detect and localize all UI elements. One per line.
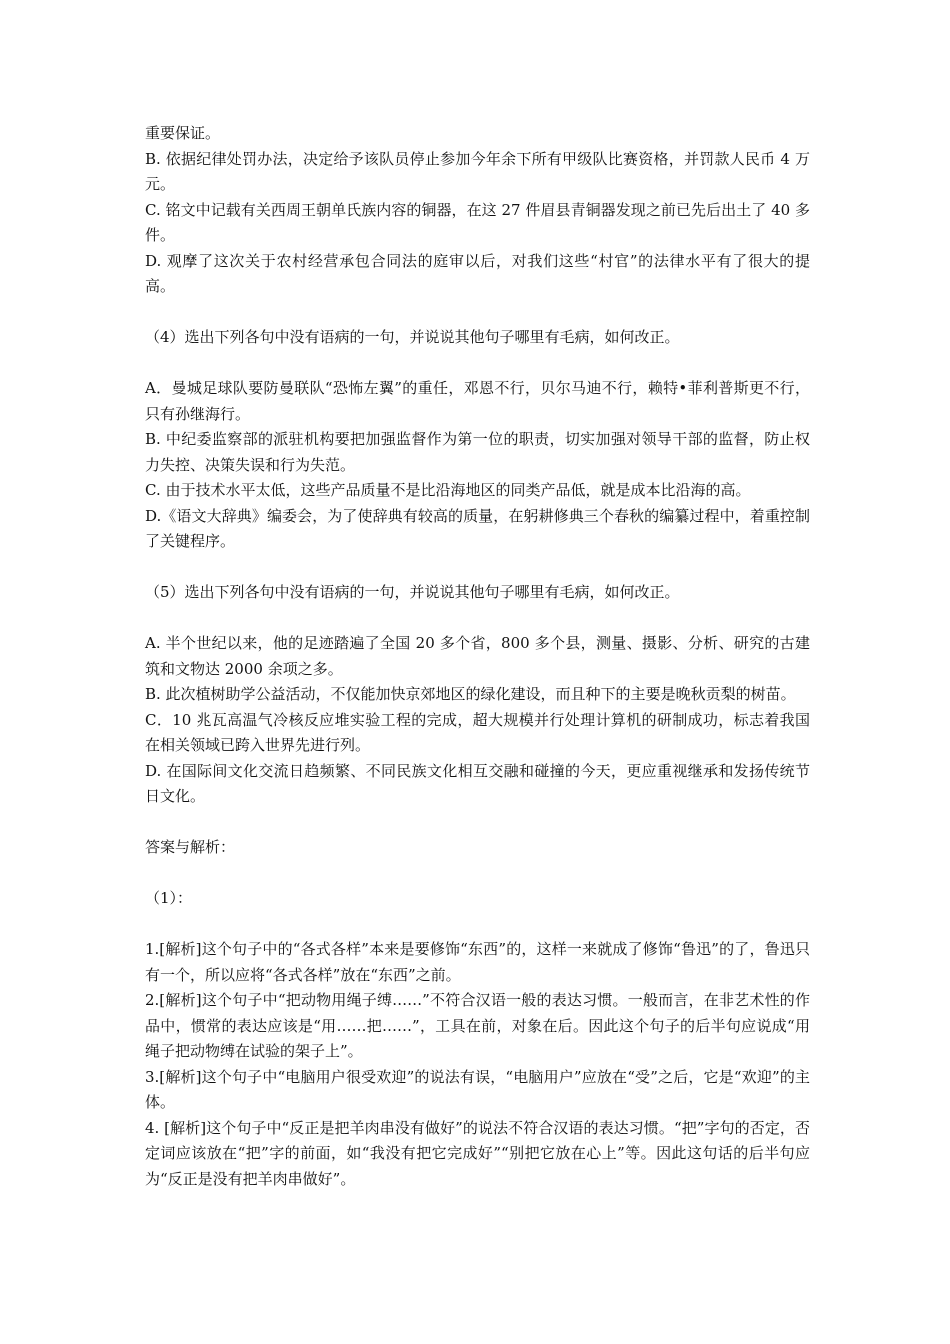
q4-option-d: D.《语文大辞典》编委会，为了使辞典有较高的质量，在躬耕修典三个春秋的编纂过程中，着重控制了关键程序。 xyxy=(145,506,810,550)
q4-option-a: A．曼城足球队要防曼联队“恐怖左翼”的重任，邓恩不行，贝尔马迪不行，赖特•菲利普斯更不行，只有孙继海行。 xyxy=(145,379,810,423)
q3-option-d: D. 观摩了这次关于农村经营承包合同法的庭审以后，对我们这些“村官”的法律水平有了很大的提高。 xyxy=(145,251,810,295)
q5-option-a: A. 半个世纪以来，他的足迹踏遍了全国 20 多个省，800 多个县，测量、摄影、分析、研究的古建筑和文物达 2000 余项之多。 xyxy=(145,634,810,678)
q5-option-c: C．10 兆瓦高温气冷核反应堆实验工程的完成，超大规模并行处理计算机的研制成功，标志着我国在相关领域已跨入世界先进行列。 xyxy=(145,710,810,754)
q3-option-b: B. 依据纪律处罚办法，决定给予该队员停止参加今年余下所有甲级队比赛资格，并罚款人民币 4 万元。 xyxy=(145,149,810,193)
q4-option-b: B. 中纪委监察部的派驻机构要把加强监督作为第一位的职责，切实加强对领导干部的监督，防止权力失控、决策失误和行为失范。 xyxy=(145,430,810,474)
q5-option-b: B. 此次植树助学公益活动，不仅能加快京郊地区的绿化建设，而且种下的主要是晚秋贡梨的树苗。 xyxy=(145,685,796,703)
paragraph-gap xyxy=(145,351,810,377)
q4-prompt: （4）选出下列各句中没有语病的一句，并说说其他句子哪里有毛病，如何改正。 xyxy=(145,328,680,346)
q3-tail-text: 重要保证。 xyxy=(145,124,221,142)
paragraph-gap xyxy=(145,861,810,887)
paragraph-gap xyxy=(145,810,810,836)
answers-heading: 答案与解析： xyxy=(145,838,236,856)
paragraph-gap xyxy=(145,912,810,938)
paragraph-gap xyxy=(145,300,810,326)
answer-item-2: 2.[解析]这个句子中“把动物用绳子缚……”不符合汉语一般的表达习惯。一般而言，在非艺术性的作品中，惯常的表达应该是“用……把……”，工具在前，对象在后。因此这个句子的后半句应说成“用绳子把动物缚在试验的架子上”。 xyxy=(145,991,810,1060)
answer-item-4: 4. [解析]这个句子中“反正是把羊肉串没有做好”的说法不符合汉语的表达习惯。“把”字句的否定，否定词应该放在“把”字的前面，如“我没有把它完成好”“别把它放在心上”等。因此这句话的后半句应为“反正是没有把羊肉串做好”。 xyxy=(145,1118,810,1188)
paragraph-gap xyxy=(145,606,810,632)
q5-prompt: （5）选出下列各句中没有语病的一句，并说说其他句子哪里有毛病，如何改正。 xyxy=(145,583,680,601)
answer-item-1: 1.[解析]这个句子中的“各式各样”本来是要修饰“东西”的，这样一来就成了修饰“鲁迅”的了，鲁迅只有一个，所以应将“各式各样”放在“东西”之前。 xyxy=(145,940,810,984)
answer-item-3: 3.[解析]这个句子中“电脑用户很受欢迎”的说法有误，“电脑用户”应放在“受”之后，它是“欢迎”的主体。 xyxy=(145,1067,810,1111)
answers-sub-heading: （1）： xyxy=(145,889,193,907)
q5-option-d: D. 在国际间文化交流日趋频繁、不同民族文化相互交融和碰撞的今天，更应重视继承和发扬传统节日文化。 xyxy=(145,761,810,805)
document-page xyxy=(145,121,810,1192)
q3-option-c: C. 铭文中记载有关西周王朝单氏族内容的铜器，在这 27 件眉县青铜器发现之前已先后出土了 40 多件。 xyxy=(145,200,810,244)
paragraph-gap xyxy=(145,555,810,581)
q4-option-c: C. 由于技术水平太低，这些产品质量不是比沿海地区的同类产品低，就是成本比沿海的高。 xyxy=(145,481,751,499)
